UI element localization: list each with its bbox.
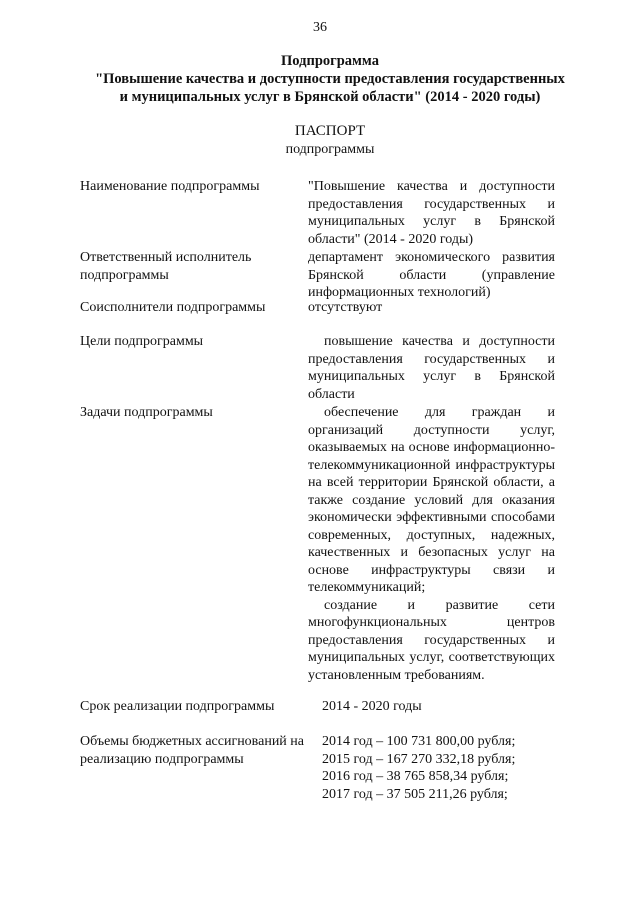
row-executor-value: департамент экономического развития Брянской области (управление информационных технологий) [308,250,555,300]
row-name-label: Наименование подпрограммы [80,179,260,194]
row-budget-value [322,733,562,803]
row-period-value: 2014 - 2020 годы [322,699,422,714]
row-goals-label: Цели подпрограммы [80,334,204,349]
row-goals-value: повышение качества и доступности предоставления государственных и муниципальных услуг в Брянской области [308,334,555,402]
document-title [80,52,580,106]
row-coexecutors-value: отсутствуют [308,300,383,315]
row-tasks-label: Задачи подпрограммы [80,405,213,420]
budget-line-2014: 2014 год – 100 731 800,00 рубля; [322,734,516,749]
budget-line-2017: 2017 год – 37 505 211,26 рубля; [322,786,508,802]
title-line-1: Подпрограмма [281,53,379,69]
tasks-paragraph-1: обеспечение для граждан и организаций доступности услуг, оказываемых на основе информационно-телекоммуникационной инфраструктуры на всей территории Брянской области, а также создание условий для оказания экономически эффективными способами современных, доступных, надежных, качественных и безопасных услуг на основе инфраструктуры связи и телекоммуникаций; [308,405,555,595]
row-coexecutors-label: Соисполнители подпрограммы [80,300,266,315]
page-number: 36 [313,20,327,35]
passport-subheading: подпрограммы [285,142,375,157]
title-line-2: "Повышение качества и доступности предоставления государственных [95,71,565,87]
budget-line-2016: 2016 год – 38 765 858,34 рубля; [322,769,509,784]
row-executor-label: Ответственный исполнитель подпрограммы [80,250,252,283]
row-name-value: "Повышение качества и доступности предоставления государственных и муниципальных услуг в Брянской области" (2014 - 2020 годы) [308,179,555,247]
tasks-paragraph-2: создание и развитие сети многофункциональных центров предоставления государственных и муниципальных услуг, соответствующих установленным требованиям. [308,597,555,683]
title-line-3: и муниципальных услуг в Брянской области" (2014 - 2020 годы) [119,89,541,105]
passport-heading: ПАСПОРТ [294,123,366,139]
row-tasks-value [308,404,555,684]
row-period-label: Срок реализации подпрограммы [80,699,275,714]
row-budget-label: Объемы бюджетных ассигнований на реализацию подпрограммы [80,734,305,767]
budget-line-2015: 2015 год – 167 270 332,18 рубля; [322,751,516,767]
